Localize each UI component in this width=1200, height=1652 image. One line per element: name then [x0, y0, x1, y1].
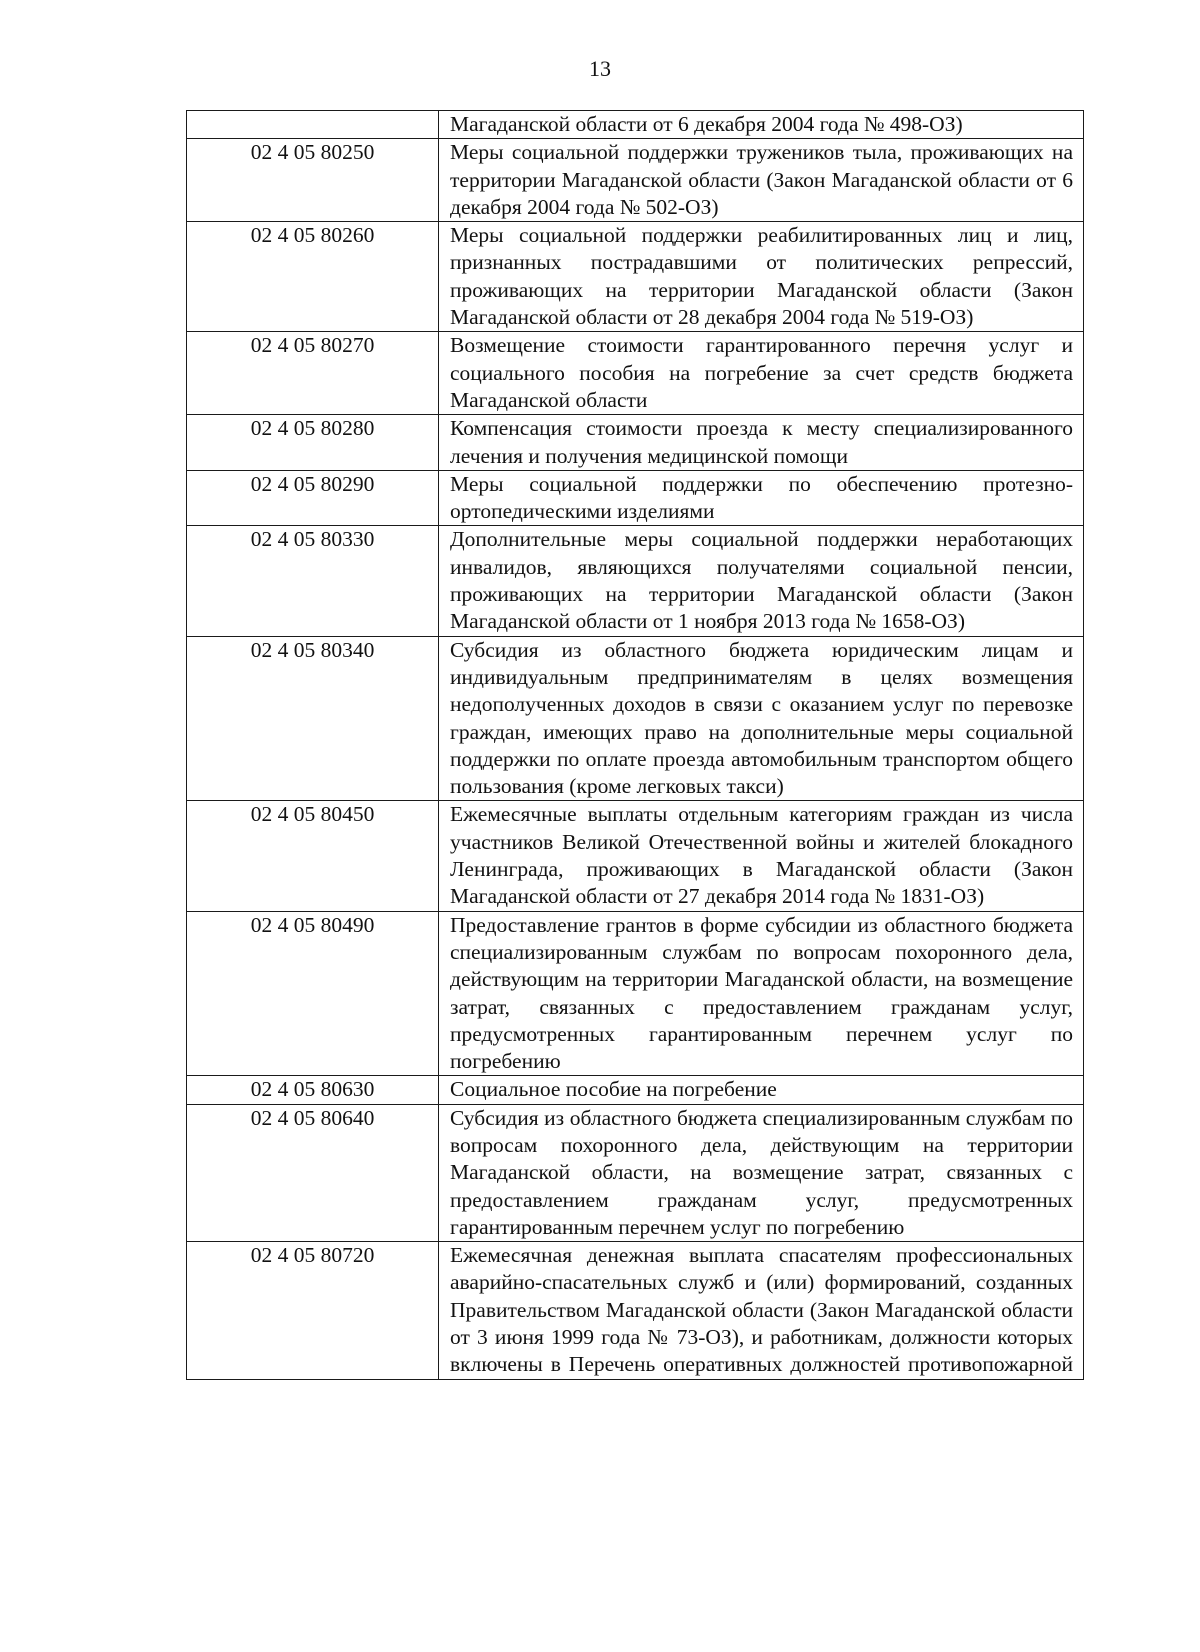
description-cell: Возмещение стоимости гарантированного перечня услуг и социального пособия на погребение за счет средств бюджета Магаданской области: [439, 332, 1084, 415]
description-cell: Магаданской области от 6 декабря 2004 года № 498-ОЗ): [439, 111, 1084, 139]
code-cell: 02 4 05 80490: [187, 911, 439, 1076]
table-row: [187, 111, 1084, 139]
table-row: [187, 222, 1084, 332]
table-row: [187, 801, 1084, 911]
table-row: [187, 415, 1084, 471]
table-row: [187, 1104, 1084, 1241]
code-cell: 02 4 05 80280: [187, 415, 439, 471]
table-row: [187, 1242, 1084, 1379]
table-row: [187, 1076, 1084, 1104]
code-cell: 02 4 05 80270: [187, 332, 439, 415]
table-row: [187, 526, 1084, 636]
table-row: [187, 636, 1084, 801]
description-cell: Меры социальной поддержки по обеспечению протезно-ортопедическими изделиями: [439, 470, 1084, 526]
description-cell: Субсидия из областного бюджета юридическим лицам и индивидуальным предпринимателям в целях возмещения недополученных доходов в связи с оказанием услуг по перевозке граждан, имеющих право на дополнительные меры социальной поддержки по оплате проезда автомобильным транспортом общего пользования (кроме легковых такси): [439, 636, 1084, 801]
code-cell: 02 4 05 80330: [187, 526, 439, 636]
code-cell: 02 4 05 80630: [187, 1076, 439, 1104]
description-cell: Предоставление грантов в форме субсидии из областного бюджета специализированным службам по вопросам похоронного дела, действующим на территории Магаданской области, на возмещение затрат, связанных с предоставлением гражданам услуг, предусмотренных гарантированным перечнем услуг по погребению: [439, 911, 1084, 1076]
description-cell: Субсидия из областного бюджета специализированным службам по вопросам похоронного дела, действующим на территории Магаданской области, на возмещение затрат, связанных с предоставлением гражданам услуг, предусмотренных гарантированным перечнем услуг по погребению: [439, 1104, 1084, 1241]
description-cell: Ежемесячные выплаты отдельным категориям граждан из числа участников Великой Отечественной войны и жителей блокадного Ленинграда, проживающих в Магаданской области (Закон Магаданской области от 27 декабря 2014 года № 1831-ОЗ): [439, 801, 1084, 911]
table-row: [187, 332, 1084, 415]
code-cell: 02 4 05 80250: [187, 139, 439, 222]
description-cell: Социальное пособие на погребение: [439, 1076, 1084, 1104]
code-cell: 02 4 05 80260: [187, 222, 439, 332]
code-cell: 02 4 05 80640: [187, 1104, 439, 1241]
table-row: [187, 470, 1084, 526]
description-cell: Ежемесячная денежная выплата спасателям профессиональных аварийно-спасательных служб и (или) формирований, созданных Правительством Магаданской области (Закон Магаданской области от 3 июня 1999 года № 73-ОЗ), и работникам, должности которых включены в Перечень оперативных должностей противопожарной: [439, 1242, 1084, 1379]
code-cell: 02 4 05 80450: [187, 801, 439, 911]
code-cell: 02 4 05 80720: [187, 1242, 439, 1379]
table-row: [187, 139, 1084, 222]
code-cell: [187, 111, 439, 139]
budget-classification-table: [186, 110, 1084, 1380]
description-cell: Компенсация стоимости проезда к месту специализированного лечения и получения медицинской помощи: [439, 415, 1084, 471]
description-cell: Меры социальной поддержки тружеников тыла, проживающих на территории Магаданской области (Закон Магаданской области от 6 декабря 2004 года № 502-ОЗ): [439, 139, 1084, 222]
code-cell: 02 4 05 80340: [187, 636, 439, 801]
description-cell: Меры социальной поддержки реабилитированных лиц и лиц, признанных пострадавшими от политических репрессий, проживающих на территории Магаданской области (Закон Магаданской области от 28 декабря 2004 года № 519-ОЗ): [439, 222, 1084, 332]
description-cell: Дополнительные меры социальной поддержки неработающих инвалидов, являющихся получателями социальной пенсии, проживающих на территории Магаданской области (Закон Магаданской области от 1 ноября 2013 года № 1658-ОЗ): [439, 526, 1084, 636]
code-cell: 02 4 05 80290: [187, 470, 439, 526]
table-row: [187, 911, 1084, 1076]
page-number: 13: [589, 56, 611, 81]
